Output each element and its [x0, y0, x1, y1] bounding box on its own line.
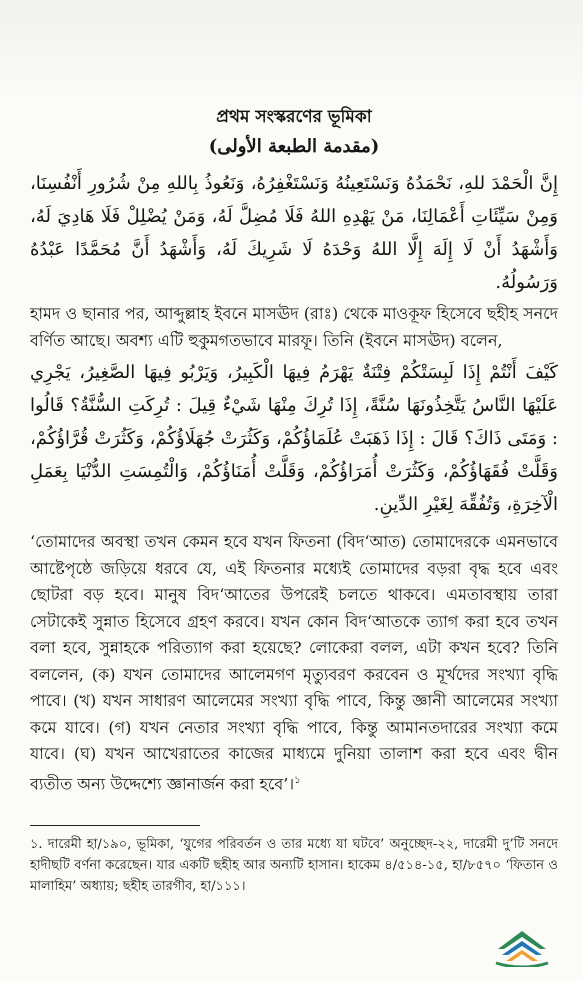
arabic-opening: إِنَّ الْحَمْدَ للهِ، نَحْمَدُهُ وَنَسْتَعِينُهُ وَنَسْتَغْفِرُهُ، وَنَعُوذُ بِاللهِ مِنْ شُرُورِ أَنْفُسِنَا، وَمِنْ سَيِّئَاتِ أَعْمَالِنَا، مَنْ يَهْدِهِ اللهُ فَلَا مُضِلَّ لَهُ، وَمَنْ يُضْلِلْ فَلَا هَادِيَ لَهُ، وَأَشْهَدُ أَنْ لَا إِلَهَ إِلَّا اللهُ وَحْدَهُ لَا شَرِيكَ لَهُ، وَأَشْهَدُ أَنَّ مُحَمَّدًا عَبْدُهُ وَرَسُولُهُ.: [30, 173, 558, 293]
page-subtitle-arabic: (مقدمة الطبعة الأولى): [208, 136, 380, 157]
page-title: প্রথম সংস্করণের ভূমিকা: [216, 107, 372, 127]
bengali-translation: [30, 529, 558, 797]
arabic-hadith: كَيْفَ أَنْتُمْ إِذَا لَبِسَتْكُمْ فِتْنَةٌ يَهْرَمُ فِيهَا الْكَبِيرُ، وَيَرْبُو فِيهَا الصَّغِيرُ، يَجْرِي عَلَيْهَا النَّاسُ يَتَّخِذُونَهَا سُنَّةً، إِذَا تُرِكَ مِنْهَا شَيْءٌ قِيلَ : تُرِكَتِ السُّنَّةُ؟ قَالُوا : وَمَتَى ذَاكَ؟ قَالَ : إِذَا ذَهَبَتْ عُلَمَاؤُكُمْ، وَكَثُرَتْ جُهَلَاؤُكُمْ، وَكَثُرَتْ قُرَّاؤُكُمْ، وَقَلَّتْ فُقَهَاؤُكُمْ، وَكَثُرَتْ أُمَرَاؤُكُمْ، وَقَلَّتْ أُمَنَاؤُكُمْ، وَالْتُمِسَتِ الدُّنْيَا بِعَمَلِ الْآخِرَةِ، وَتُفُقِّهَ لِغَيْرِ الدِّينِ.: [30, 362, 558, 515]
footnote-divider: [30, 825, 200, 826]
publisher-logo-icon: [492, 921, 552, 967]
bleed-through-shadow: [0, 0, 583, 100]
footnote-reference[interactable]: ১: [294, 774, 301, 786]
translation-text: ‘তোমাদের অবস্থা তখন কেমন হবে যখন ফিতনা (বিদ‘আত) তোমাদেরকে এমনভাবে আষ্টেপৃষ্ঠে জড়িয়ে ধরবে যে, এই ফিতনার মধ্যেই তোমাদের বড়রা বৃদ্ধ হবে এবং ছোটরা বড় হবে। মানুষ বিদ‘আতের উপরেই চলতে থাকবে। এমতাবস্থায় তারা সেটাকেই সুন্নাত হিসেবে গ্রহণ করবে। যখন কোন বিদ‘আতকে ত্যাগ করা হবে তখন বলা হবে, সুন্নাহকে পরিত্যাগ করা হয়েছে? লোকেরা বলল, এটা কখন হবে? তিনি বললেন, (ক) যখন তোমাদের আলেমগণ মৃত্যুবরণ করবেন ও মূর্খদের সংখ্যা বৃদ্ধি পাবে। (খ) যখন সাধারণ আলেমের সংখ্যা বৃদ্ধি পাবে, কিন্তু জ্ঞানী আলেমের সংখ্যা কমে যাবে। (গ) যখন নেতার সংখ্যা বৃদ্ধি পাবে, কিন্তু আমানতদারের সংখ্যা কমে যাবে। (ঘ) যখন আখেরাতের কাজের মাধ্যমে দুনিয়া তালাশ করা হবে এবং দ্বীন ব্যতীত অন্য উদ্দেশ্যে জ্ঞানার্জন করা হবে’।: [30, 532, 558, 793]
page-content: [30, 104, 558, 897]
bengali-intro: হামদ ও ছানার পর, আব্দুল্লাহ ইবনে মাসঊদ (রাঃ) থেকে মাওকূফ হিসেবে ছহীহ সনদে বর্ণিত আছে। অবশ্য এটি হুকুমগতভাবে মারফূ। তিনি (ইবনে মাসঊদ) বলেন,: [30, 304, 558, 350]
footnote: ১. দারেমী হা/১৯০, ভূমিকা, ‘যুগের পরিবর্তন ও তার মধ্যে যা ঘটবে’ অনুচ্ছেদ-২২, দারেমী দু’টি সনদে হাদীছটি বর্ণনা করেছেন। যার একটি ছহীহ আর অন্যটি হাসান। হাকেম ৪/৫১৪-১৫, হা/৮৫৭০ ‘ফিতান ও মালাহিম’ অধ্যায়; ছহীহ তারগীব, হা/১১১।: [30, 837, 558, 895]
